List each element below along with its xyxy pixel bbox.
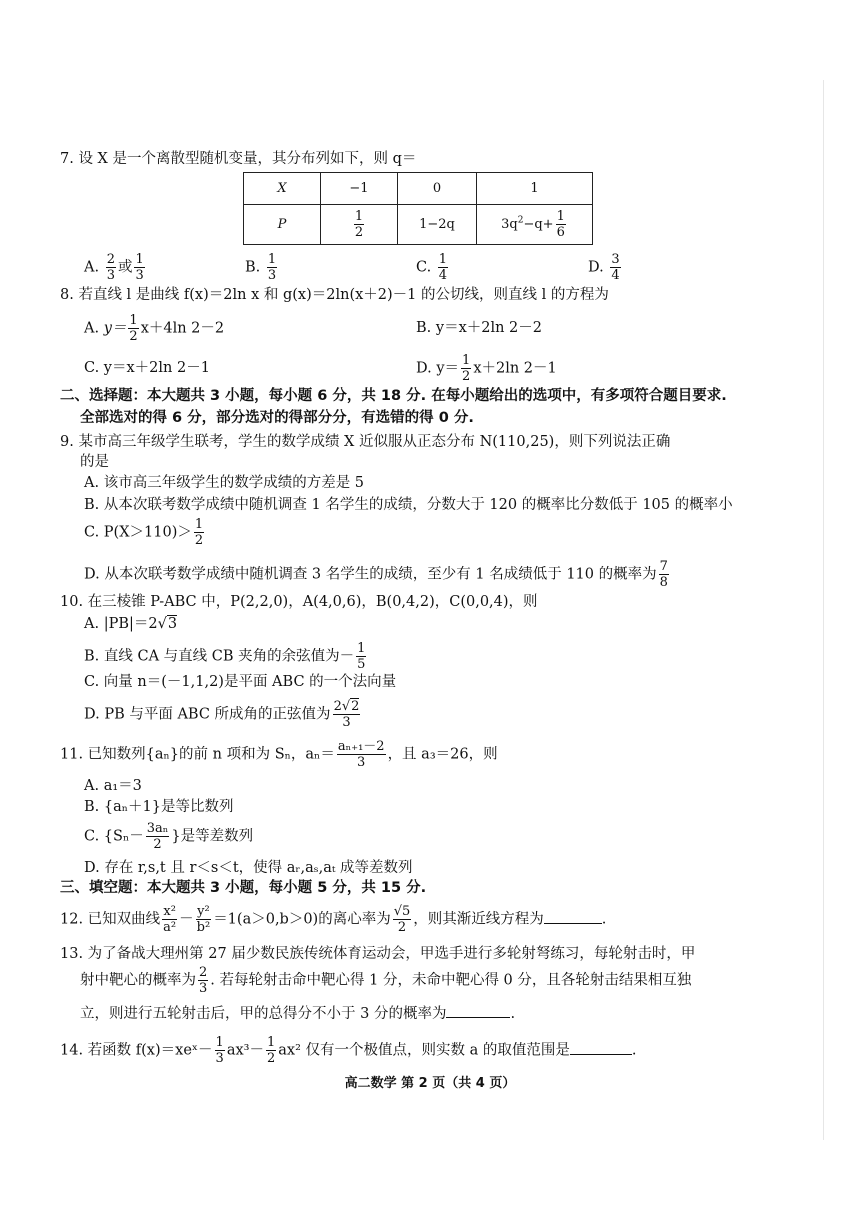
q11-stem: 11. 已知数列{aₙ}的前 n 项和为 Sₙ，aₙ＝ $\frac{\text{aₙ₊₁－2}}{3}$ ，且 a₃＝26，则 <box>60 739 498 770</box>
table-cell-p-one: $3q^2-q+$ $\frac{1}{6}$ <box>477 205 593 245</box>
q9-option-a: A. 该市高三年级学生的数学成绩的方差是 5 <box>84 475 365 491</box>
q7-option-c: C. $\frac{1}{4}$ <box>416 252 448 283</box>
page-footer: 高二数学 第 2 页（共 4 页） <box>344 1076 516 1091</box>
q13-line1: 13. 为了备战大理州第 27 届少数民族传统体育运动会，甲选手进行多轮射弩练习，每轮射击时，甲 <box>60 946 696 962</box>
table-row-label-p: P <box>244 205 321 245</box>
q13-line3: 立，则进行五轮射击后，甲的总得分不小于 3 分的概率为 . <box>80 1006 516 1022</box>
q10-option-a: A. |PB|＝2√3 <box>84 616 178 632</box>
q10-option-d: D. PB 与平面 ABC 所成角的正弦值为 $\frac{2√2}{3}$ <box>84 699 360 730</box>
section2-heading-line1: 二、选择题：本大题共 3 小题，每小题 6 分，共 18 分. 在每小题给出的选项中，有多项符合题目要求. <box>60 388 727 404</box>
q9-stem-line1: 9. 某市高三年级学生联考，学生的数学成绩 X 近似服从正态分布 N(110,25)，则下列说法正确 <box>60 434 671 450</box>
q7-option-b: B. $\frac{1}{3}$ <box>245 252 277 283</box>
q8-option-d: D. y＝ $\frac{1}{2}$ x＋2ln 2－1 <box>416 353 557 384</box>
q7-distribution-table <box>243 172 593 245</box>
q10-option-b: B. 直线 CA 与直线 CB 夹角的余弦值为－ $\frac{1}{5}$ <box>84 641 366 672</box>
q7-option-d: D. $\frac{3}{4}$ <box>588 252 620 283</box>
q10-stem: 10. 在三棱锥 P-ABC 中，P(2,2,0)，A(4,0,6)，B(0,4,2)，C(0,0,4)，则 <box>60 594 538 610</box>
q8-stem: 8. 若直线 l 是曲线 f(x)＝2ln x 和 g(x)＝2ln(x＋2)－1 的公切线，则直线 l 的方程为 <box>60 287 609 303</box>
table-header-x: X <box>244 173 321 205</box>
q12-answer-blank[interactable] <box>544 923 602 924</box>
page-edge-line <box>823 80 824 1140</box>
q9-stem-line2: 的是 <box>80 454 109 470</box>
q9-option-d: D. 从本次联考数学成绩中随机调查 3 名学生的成绩，至少有 1 名成绩低于 110 的概率为 $\frac{7}{8}$ <box>84 559 668 590</box>
q8-option-c: C. y＝x＋2ln 2－1 <box>84 360 210 376</box>
q10-option-c: C. 向量 n＝(－1,1,2)是平面 ABC 的一个法向量 <box>84 674 397 690</box>
table-cell-p-minus1: $\frac{1}{2}$ <box>321 205 398 245</box>
section3-heading: 三、填空题：本大题共 3 小题，每小题 5 分，共 15 分. <box>60 880 427 896</box>
q11-option-b: B. {aₙ＋1}是等比数列 <box>84 799 234 815</box>
q11-option-d: D. 存在 r,s,t 且 r＜s＜t，使得 aᵣ,aₛ,aₜ 成等差数列 <box>84 860 413 876</box>
q8-option-b: B. y＝x＋2ln 2－2 <box>416 320 543 336</box>
q11-option-a: A. a₁＝3 <box>84 778 142 794</box>
section2-heading-line2: 全部选对的得 6 分，部分选对的得部分分，有选错的得 0 分. <box>80 410 474 426</box>
q7-option-a: A. $\frac{2}{3}$ 或 $\frac{1}{3}$ <box>84 252 144 283</box>
q13-line2: 射中靶心的概率为 $\frac{2}{3}$ . 若每轮射击命中靶心得 1 分，未命中靶心得 0 分，且各轮射击结果相互独 <box>80 965 692 996</box>
q11-option-c: C. {Sₙ－ $\frac{\text{3aₙ}}{2}$ }是等差数列 <box>84 821 254 852</box>
q14-question: 14. 若函数 f(x)＝xeˣ－ $\frac{1}{3}$ ax³－ $\frac{1}{2}$ ax² 仅有一个极值点，则实数 a 的取值范围是 . <box>60 1035 637 1066</box>
q13-answer-blank[interactable] <box>446 1017 510 1018</box>
table-header-minus1: −1 <box>321 173 398 205</box>
q12-question: 12. 已知双曲线 $\frac{\text{x²}}{\text{a²}}$ － $\frac{\text{y²}}{\text{b²}}$ ＝1(a＞0,b＞0)的离心率为 $\frac{√5}{2}$ ，则其渐近线方程为 . <box>60 904 607 935</box>
q9-option-c: C. P(X＞110)＞ $\frac{1}{2}$ <box>84 517 204 548</box>
q7-stem: 7. 设 X 是一个离散型随机变量，其分布列如下，则 q＝ <box>60 151 417 167</box>
table-header-1: 1 <box>477 173 593 205</box>
q8-option-a: A. y＝ $\frac{1}{2}$ x＋4ln 2－2 <box>84 313 225 344</box>
q9-option-b: B. 从本次联考数学成绩中随机调查 1 名学生的成绩，分数大于 120 的概率比分数低于 105 的概率小 <box>84 497 733 513</box>
table-header-0: 0 <box>398 173 477 205</box>
q14-answer-blank[interactable] <box>570 1054 632 1055</box>
table-cell-p-zero: 1−2q <box>398 205 477 245</box>
